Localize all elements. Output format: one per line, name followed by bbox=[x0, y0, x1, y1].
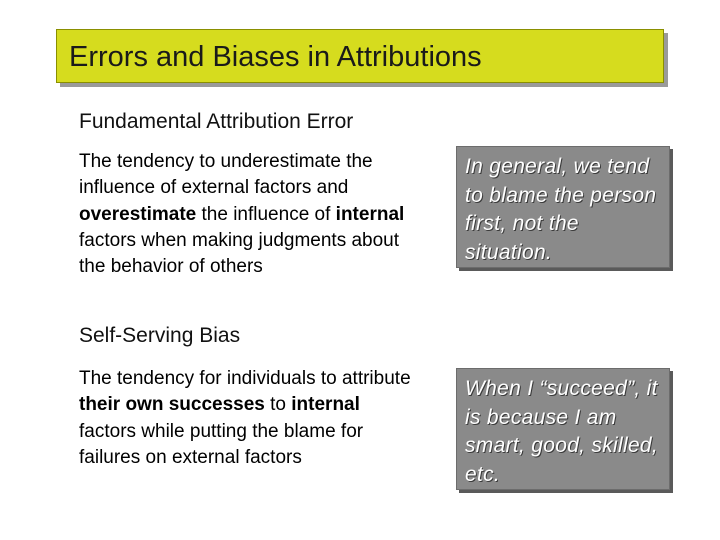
slide-title: Errors and Biases in Attributions bbox=[69, 41, 482, 73]
ssb-definition-bold: their own successes bbox=[79, 394, 265, 416]
fae-definition-part: factors when making judgments about the behavior of others bbox=[79, 229, 400, 278]
fae-definition-part: the influence of bbox=[196, 203, 336, 225]
ssb-definition bbox=[79, 366, 419, 471]
ssb-definition-part: factors while putting the blame for failures on external factors bbox=[79, 420, 364, 468]
ssb-definition-part: to bbox=[264, 394, 292, 416]
ssb-heading: Self-Serving Bias bbox=[79, 324, 241, 347]
fae-definition bbox=[79, 149, 419, 280]
fae-note: In general, we tend to blame the person first, not the situation. bbox=[465, 155, 657, 264]
ssb-note-box bbox=[456, 368, 670, 490]
ssb-definition-bold: internal bbox=[291, 394, 360, 416]
fae-definition-part: The tendency to underestimate the influence of external factors and bbox=[79, 151, 373, 199]
fae-definition-bold: overestimate bbox=[79, 203, 197, 225]
title-box bbox=[56, 29, 664, 83]
fae-heading: Fundamental Attribution Error bbox=[79, 110, 354, 133]
fae-note-box bbox=[456, 146, 670, 268]
ssb-note: When I “succeed”, it is because I am smart, good, skilled, etc. bbox=[465, 377, 659, 486]
fae-definition-bold: internal bbox=[335, 203, 405, 225]
ssb-definition-part: The tendency for individuals to attribute bbox=[79, 368, 411, 389]
